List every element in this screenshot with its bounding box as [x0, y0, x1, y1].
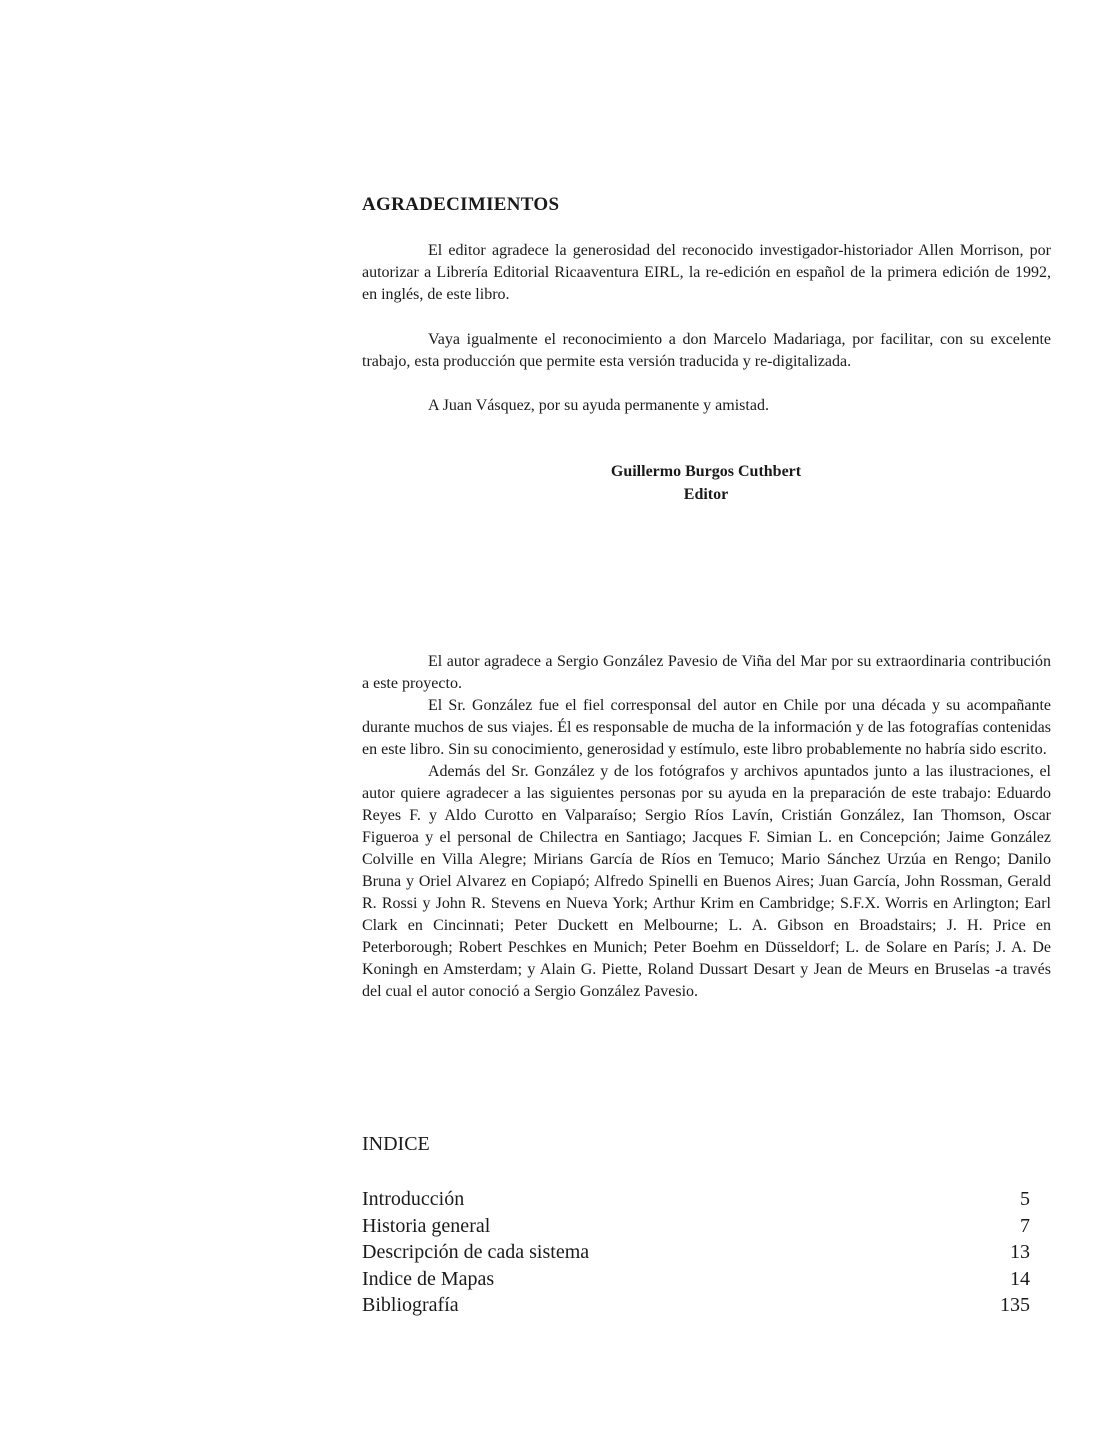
- toc-entry-page: 7: [1020, 1214, 1030, 1237]
- toc-entry[interactable]: [362, 1186, 1030, 1213]
- friend-thanks-paragraph: [362, 395, 1051, 417]
- editor-signature: [560, 460, 852, 506]
- acknowledgements-title: AGRADECIMIENTOS: [362, 194, 560, 215]
- paragraph-text: El Sr. González fue el fiel corresponsal del autor en Chile por una década y su acompañante durante muchos de sus viajes. Él es responsable de mucha de la información y de las fotografías contenidas en este libro. Sin su conocimiento, generosidad y estímulo, este libro probablemente no habría sido escrito.: [362, 697, 1051, 758]
- author-thanks-section: [362, 651, 1051, 1003]
- toc-entry-page: 135: [1000, 1294, 1030, 1316]
- paragraph-text: Además del Sr. González y de los fotógrafos y archivos apuntados junto a las ilustraciones, el autor quiere agradecer a las siguientes personas por su ayuda en la preparación de este trabajo: Eduardo Reyes F. y Aldo Curotto en Valparaíso; Sergio Ríos Lavín, Cristián González, Ian Thomson, Oscar Figueroa y el personal de Chilectra en Santiago; Jacques F. Simian L. en Concepción; Jaime González Colville en Villa Alegre; Mirians García de Ríos en Temuco; Mario Sánchez Urzúa en Rengo; Danilo Bruna y Oriel Alvarez en Copiapó; Alfredo Spinelli en Buenos Aires; Juan García, John Rossman, Gerald R. Rossi y John R. Stevens en Nueva York; Arthur Krim en Cambridge; S.F.X. Worris en Arlington; Earl Clark en Cincinnati; Peter Duckett en Melbourne; L. A. Gibson en Broadstairs; J. H. Price en Peterborough; Robert Peschkes en Munich; Peter Boehm en Düsseldorf; L. de Solare en París; J. A. De Koningh en Amsterdam; y Alain G. Piette, Roland Dussart Desart y Jean de Meurs en Bruselas -a través del cual el autor conoció a Sergio González Pavesio.: [362, 763, 1051, 1000]
- paragraph-text: Vaya igualmente el reconocimiento a don Marcelo Madariaga, por facilitar, con su excelente trabajo, esta producción que permite esta versión traducida y re-digitalizada.: [362, 331, 1051, 370]
- toc-entry-page: 5: [1020, 1188, 1030, 1210]
- toc-entry[interactable]: [362, 1266, 1030, 1293]
- table-of-contents: [362, 1186, 1030, 1319]
- toc-entry[interactable]: [362, 1292, 1030, 1319]
- paragraph-text: El editor agradece la generosidad del reconocido investigador-historiador Allen Morrison, por autorizar a Librería Editorial Ricaaventura EIRL, la re-edición en español de la primera edición de 1992, en inglés, de este libro.: [362, 242, 1051, 303]
- toc-entry-label: Historia general: [362, 1214, 491, 1237]
- toc-entry-label: Indice de Mapas: [362, 1267, 495, 1290]
- editor-thanks-paragraph: [362, 240, 1051, 306]
- toc-entry-label: Descripción de cada sistema: [362, 1241, 590, 1263]
- toc-entry-label: Introducción: [362, 1188, 465, 1210]
- translator-thanks-paragraph: [362, 329, 1051, 373]
- signature-role: Editor: [683, 486, 729, 503]
- toc-entry-page: 14: [1010, 1267, 1030, 1290]
- paragraph-text: A Juan Vásquez, por su ayuda permanente y amistad.: [428, 397, 769, 414]
- paragraph-text: El autor agradece a Sergio González Pavesio de Viña del Mar por su extraordinaria contribución a este proyecto.: [362, 653, 1051, 692]
- toc-entry[interactable]: [362, 1213, 1030, 1240]
- toc-entry-page: 13: [1010, 1241, 1030, 1263]
- index-title: INDICE: [362, 1133, 430, 1155]
- toc-entry[interactable]: [362, 1239, 1030, 1266]
- signature-name: Guillermo Burgos Cuthbert: [610, 463, 802, 480]
- toc-entry-label: Bibliografía: [362, 1294, 459, 1316]
